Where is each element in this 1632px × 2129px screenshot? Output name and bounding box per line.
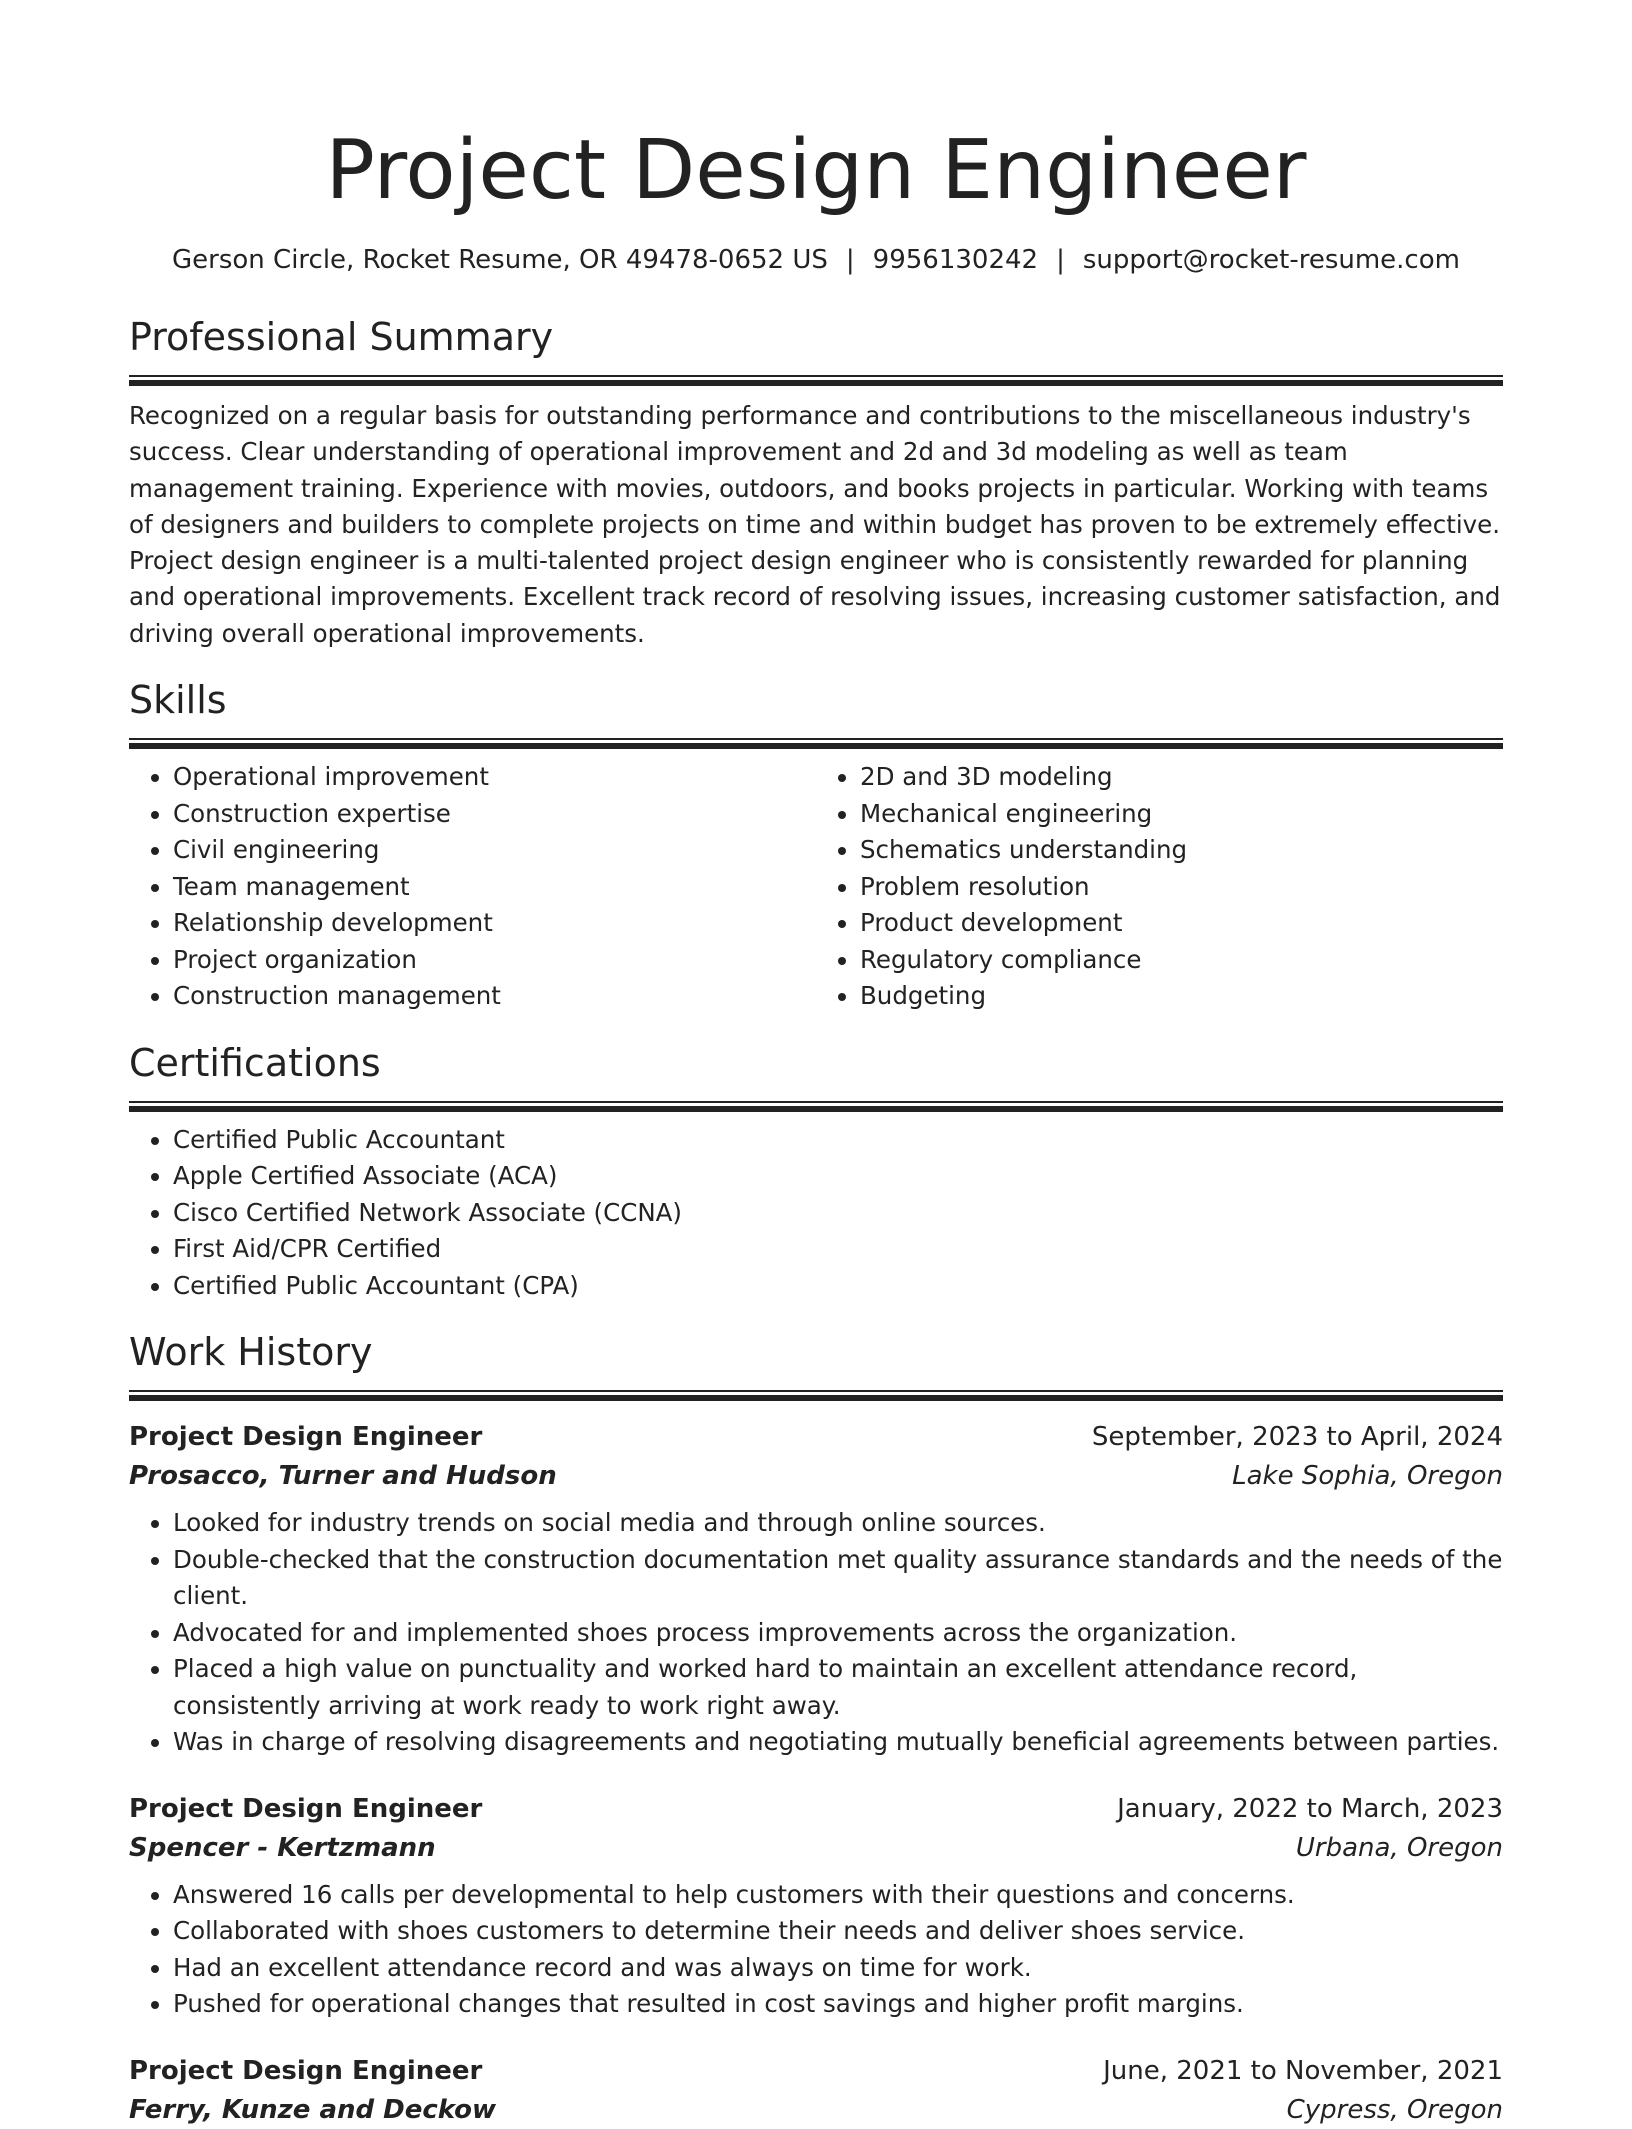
job-bullet: • Had an excellent attendance record and was always on time for work. [173, 1950, 1503, 1987]
summary-text: Recognized on a regular basis for outstanding performance and contributions to the miscellaneous industry's success. Clear understanding of operational improvement and 2d and 3d modeling as well as team management training. Experience with movies, outdoors, and books projects in particular. Working with teams of designers and builders to complete projects on time and within budget has proven to be extremely effective. Project design engineer is a multi-talented project design engineer who is consistently rewarded for planning and operational improvements. Excellent track record of resolving issues, increasing customer satisfaction, and driving overall operational improvements. [129, 401, 1501, 648]
section-heading: Certifications [129, 1040, 381, 1085]
job-bullet: • Placed a high value on punctuality and worked hard to maintain an excellent attendance record, consistently arriving at work ready to work right away. [173, 1651, 1503, 1724]
job-bullet: • Pushed for operational changes that resulted in cost savings and higher profit margins. [173, 1986, 1503, 2023]
job-role: Project Design Engineer [129, 2055, 483, 2086]
certification-item: • Certified Public Accountant (CPA) [173, 1268, 1503, 1305]
skill-item: • Relationship development [173, 905, 816, 942]
job-subheader [129, 2091, 1503, 2129]
job-company: Ferry, Kunze and Deckow [129, 2094, 497, 2125]
job-bullet: • Looked for industry trends on social media and through online sources. [173, 1505, 1503, 1542]
job-company: Spencer - Kertzmann [129, 1832, 436, 1863]
skills-list-left [129, 759, 816, 1015]
resume-title: Project Design Engineer [325, 123, 1307, 218]
job-company: Prosacco, Turner and Hudson [129, 1461, 557, 1492]
job-role: Project Design Engineer [129, 1793, 483, 1824]
skill-item: • Construction management [173, 978, 816, 1015]
job-subheader [129, 1829, 1503, 1867]
job-dates: September, 2023 to April, 2024 [1091, 1422, 1503, 1453]
summary-section [129, 313, 1503, 652]
job-dates: June, 2021 to November, 2021 [1103, 2055, 1503, 2086]
certification-item: • Certified Public Accountant [173, 1122, 1503, 1159]
skill-item: • Construction expertise [173, 796, 816, 833]
job-bullet: • Collaborated with shoes customers to determine their needs and deliver shoes service. [173, 1913, 1503, 1950]
skill-item: • Mechanical engineering [860, 796, 1503, 833]
job-bullet: • Was in charge of resolving disagreements and negotiating mutually beneficial agreements between parties. [173, 1724, 1503, 1761]
skill-item: • Team management [173, 869, 816, 906]
contact-separator: | [845, 245, 855, 275]
contact-line [129, 243, 1503, 277]
job-location: Lake Sophia, Oregon [1232, 1461, 1503, 1492]
job-bullets [129, 1505, 1503, 1761]
job-header [129, 1417, 1503, 1457]
job-bullet: • Answered 16 calls per developmental to help customers with their questions and concerns. [173, 1877, 1503, 1914]
contact-address: Gerson Circle, Rocket Resume, OR 49478-0652 US [172, 245, 828, 275]
skill-item: • Product development [860, 905, 1503, 942]
skills-columns [129, 759, 1503, 1015]
job-subheader [129, 1457, 1503, 1495]
work-history-section [129, 1328, 1503, 2129]
job-location: Urbana, Oregon [1295, 1832, 1503, 1863]
section-heading: Professional Summary [129, 315, 554, 359]
job-entry [129, 1789, 1503, 2023]
contact-phone: 9956130242 [872, 245, 1039, 275]
job-entry [129, 1417, 1503, 1761]
job-bullet: • Double-checked that the construction documentation met quality assurance standards and the needs of the client. [173, 1542, 1503, 1615]
certification-item: • First Aid/CPR Certified [173, 1231, 1503, 1268]
skill-item: • Problem resolution [860, 869, 1503, 906]
certifications-section [129, 1039, 1503, 1305]
skill-item: • Regulatory compliance [860, 942, 1503, 979]
job-entry [129, 2051, 1503, 2129]
skill-item: • Schematics understanding [860, 832, 1503, 869]
skill-item: • Operational improvement [173, 759, 816, 796]
certifications-list [129, 1122, 1503, 1305]
job-bullets [129, 1877, 1503, 2023]
skill-item: • Project organization [173, 942, 816, 979]
skills-section [129, 676, 1503, 1015]
section-divider [129, 1390, 1503, 1401]
section-heading: Work History [129, 1330, 373, 1375]
job-bullet: • Advocated for and implemented shoes process improvements across the organization. [173, 1615, 1503, 1652]
section-divider [129, 1101, 1503, 1112]
job-dates: January, 2022 to March, 2023 [1117, 1793, 1503, 1824]
job-location: Cypress, Oregon [1286, 2094, 1503, 2125]
section-divider [129, 738, 1503, 749]
job-role: Project Design Engineer [129, 1422, 483, 1453]
skills-list-right [816, 759, 1503, 1015]
skill-item: • Budgeting [860, 978, 1503, 1015]
section-divider [129, 375, 1503, 386]
certification-item: • Apple Certified Associate (ACA) [173, 1158, 1503, 1195]
job-header [129, 1789, 1503, 1829]
contact-email: support@rocket-resume.com [1082, 245, 1460, 275]
certification-item: • Cisco Certified Network Associate (CCNA) [173, 1195, 1503, 1232]
job-header [129, 2051, 1503, 2091]
skill-item: • 2D and 3D modeling [860, 759, 1503, 796]
skill-item: • Civil engineering [173, 832, 816, 869]
section-heading: Skills [129, 678, 227, 723]
contact-separator: | [1056, 245, 1065, 275]
